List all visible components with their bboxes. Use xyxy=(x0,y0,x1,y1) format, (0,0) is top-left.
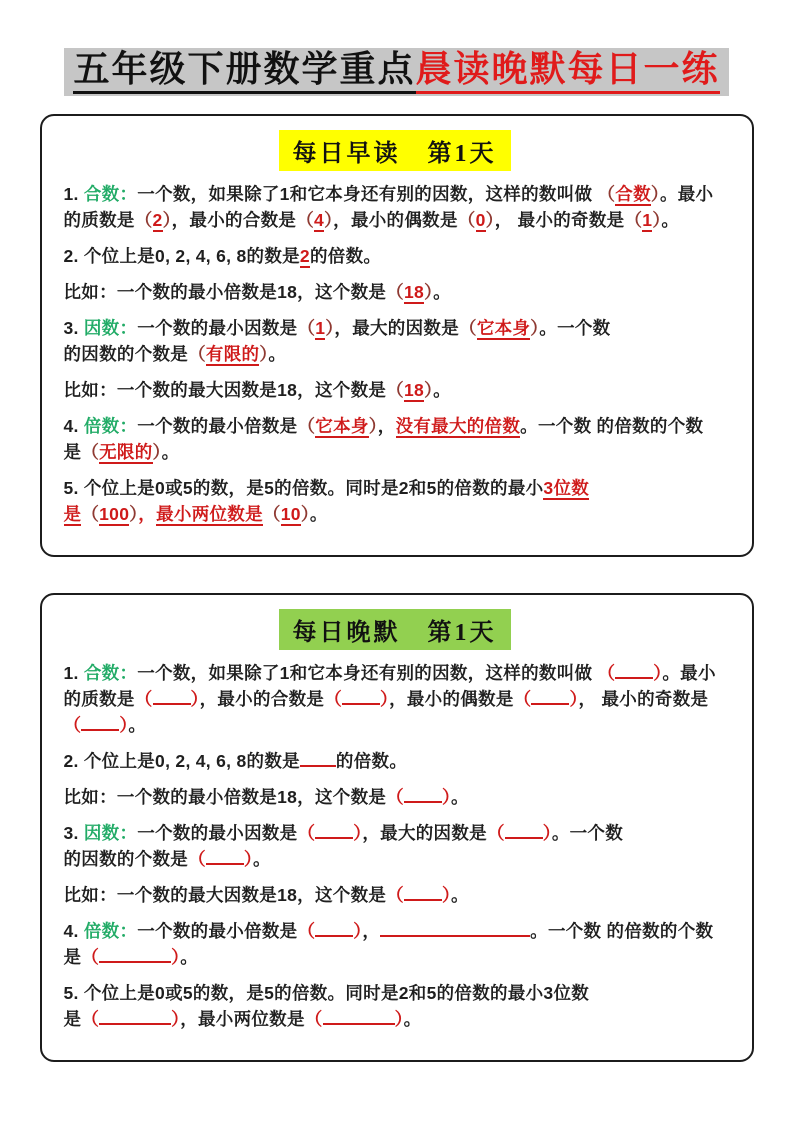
paren: ） xyxy=(441,885,452,905)
body-text: 。 xyxy=(161,442,180,462)
body-text: 。 xyxy=(433,380,451,400)
body-text: ， xyxy=(362,921,381,941)
evening-dictation-card xyxy=(40,593,754,1062)
paren: ） xyxy=(424,380,434,400)
body-text: 是 xyxy=(63,947,82,967)
body-text: 一个数的最小倍数是 xyxy=(137,921,298,941)
paren: ） xyxy=(129,504,139,524)
body-text: ，最大的因数是 xyxy=(334,318,459,338)
body-text: ，最小两位数是 xyxy=(180,1009,305,1029)
paren: （ xyxy=(304,1009,323,1029)
paren: ） xyxy=(353,823,363,843)
paren: ） xyxy=(152,442,162,462)
answer-text: 3位数 xyxy=(543,478,590,498)
blank-line xyxy=(342,688,380,706)
paren: （ xyxy=(81,947,100,967)
paren: ） xyxy=(441,787,452,807)
body-text: 。一个数 的倍数的个数 xyxy=(520,416,704,436)
paren: ） xyxy=(171,1009,181,1029)
paren: （ xyxy=(459,318,477,338)
blank-line xyxy=(315,822,353,840)
paren: ） xyxy=(652,210,662,230)
paren: （ xyxy=(297,318,316,338)
body-text: ，最小的偶数是 xyxy=(389,689,514,709)
body-text: ， xyxy=(377,416,396,436)
paren: （ xyxy=(513,689,532,709)
paren: （ xyxy=(486,823,505,843)
answer-text: 1 xyxy=(315,318,326,338)
paren: ） xyxy=(368,416,378,436)
body-text: 比如：一个数的最小倍数是18，这个数是 xyxy=(63,787,387,807)
body-text: 的因数的个数是 xyxy=(63,344,189,364)
paren: （ xyxy=(81,442,100,462)
body-text: 一个数，如果除了1和它本身还有别的因数，这样的数叫做 xyxy=(137,184,598,204)
body-text: 的倍数。 xyxy=(335,751,408,771)
paren: （ xyxy=(63,715,82,735)
paragraph xyxy=(64,181,726,233)
blank-line xyxy=(81,714,119,732)
body-text: 1. xyxy=(63,663,84,683)
answer-text: 最小两位数是 xyxy=(156,504,263,524)
body-text: 一个数的最小倍数是 xyxy=(137,416,298,436)
body-text: 一个数的最小因数是 xyxy=(137,823,298,843)
answer-text: 10 xyxy=(280,504,301,524)
body-text: 的因数的个数是 xyxy=(63,849,189,869)
paragraph xyxy=(64,882,726,908)
paragraph xyxy=(64,475,726,527)
body-text: 。 xyxy=(403,1009,422,1029)
body-text: 。一个数 xyxy=(551,823,624,843)
body-text: 一个数的最小因数是 xyxy=(137,318,298,338)
paren: ） xyxy=(259,344,269,364)
paren: ） xyxy=(424,282,434,302)
body-text: 比如：一个数的最小倍数是18，这个数是 xyxy=(63,282,387,302)
paren: ） xyxy=(300,504,310,524)
morning-card-heading xyxy=(64,130,726,171)
paragraph xyxy=(64,980,726,1032)
body-text: 4. xyxy=(63,921,84,941)
paragraph xyxy=(64,748,726,774)
body-text: 。 xyxy=(433,282,451,302)
body-text: 4. xyxy=(63,416,84,436)
paragraph xyxy=(64,660,726,738)
blank-line xyxy=(315,920,353,938)
term-label: 因数： xyxy=(83,318,138,338)
body-text: 。一个数 的倍数的个数 xyxy=(530,921,714,941)
paren: （ xyxy=(386,380,404,400)
body-text: 的质数是 xyxy=(63,210,135,230)
term-label: 合数： xyxy=(83,663,138,683)
body-text: 5. 个位上是0或5的数，是5的倍数。同时是2和5的倍数的最小 xyxy=(63,478,544,498)
answer-text: 是 xyxy=(63,504,82,524)
body-text: 2. 个位上是0, 2, 4, 6, 8的数是 xyxy=(63,246,300,266)
page-title xyxy=(64,48,729,96)
morning-heading-label: 每日早读 第1天 xyxy=(279,130,511,171)
body-text: 5. 个位上是0或5的数，是5的倍数。同时是2和5的倍数的最小3位数 xyxy=(63,983,590,1003)
paren: ） xyxy=(353,921,363,941)
paren: （ xyxy=(297,823,316,843)
blank-line xyxy=(404,786,442,804)
blank-line xyxy=(531,688,569,706)
paren: （ xyxy=(386,787,404,807)
paren: （ xyxy=(134,210,153,230)
paren: （ xyxy=(624,210,643,230)
paren: （ xyxy=(297,921,316,941)
paren: （ xyxy=(324,689,342,709)
red-text: ， xyxy=(138,504,157,524)
paren: （ xyxy=(188,344,206,364)
paren: （ xyxy=(297,416,316,436)
body-text: ，最小的偶数是 xyxy=(333,210,458,230)
body-text: 。 xyxy=(180,947,198,967)
answer-text: 18 xyxy=(403,282,425,302)
body-text: 比如：一个数的最大因数是18，这个数是 xyxy=(63,380,387,400)
body-text: 的倍数。 xyxy=(309,246,382,266)
paren: ） xyxy=(162,210,172,230)
evening-card-heading xyxy=(64,609,726,650)
paren: ） xyxy=(325,318,335,338)
body-text: 一个数，如果除了1和它本身还有别的因数，这样的数叫做 xyxy=(137,663,598,683)
answer-text: 18 xyxy=(403,380,425,400)
paren: ） xyxy=(190,689,200,709)
term-label: 倍数： xyxy=(83,416,138,436)
answer-text: 没有最大的倍数 xyxy=(395,416,521,436)
paren: （ xyxy=(262,504,281,524)
paren: ） xyxy=(171,947,181,967)
paren: ） xyxy=(569,689,579,709)
paren: ） xyxy=(653,663,663,683)
body-text: 比如：一个数的最大因数是18，这个数是 xyxy=(63,885,387,905)
evening-heading-label: 每日晚默 第1天 xyxy=(279,609,511,650)
paren: ） xyxy=(324,210,334,230)
body-text: 。 xyxy=(451,787,469,807)
answer-text: 它本身 xyxy=(476,318,531,338)
paragraph xyxy=(64,243,726,269)
body-text: 1. xyxy=(63,184,84,204)
body-text: 的质数是 xyxy=(63,689,135,709)
body-text: 。 xyxy=(268,344,287,364)
morning-reading-card xyxy=(40,114,754,557)
body-text: ，最小的合数是 xyxy=(171,210,297,230)
paren: （ xyxy=(296,210,315,230)
paren: （ xyxy=(188,849,206,869)
body-text: 3. xyxy=(63,823,84,843)
paragraph xyxy=(64,918,726,970)
body-text: 。 xyxy=(309,504,328,524)
blank-line xyxy=(206,848,244,866)
blank-line xyxy=(323,1008,395,1026)
body-text: ，最大的因数是 xyxy=(362,823,487,843)
paragraph xyxy=(64,820,726,872)
answer-text: 0 xyxy=(475,210,486,230)
paren: ） xyxy=(542,823,552,843)
body-text: ，最小的合数是 xyxy=(199,689,325,709)
paragraph xyxy=(64,315,726,367)
answer-text: 1 xyxy=(642,210,653,230)
paragraph xyxy=(64,413,726,465)
body-text: 。最小 xyxy=(659,184,714,204)
body-text: 。 xyxy=(661,210,680,230)
blank-line xyxy=(380,920,530,938)
blank-line xyxy=(505,822,543,840)
paren: ） xyxy=(394,1009,404,1029)
body-text: ， 最小的奇数是 xyxy=(494,210,625,230)
answer-text: 2 xyxy=(152,210,163,230)
blank-line xyxy=(615,662,653,680)
paren: ） xyxy=(530,318,540,338)
body-text: 。 xyxy=(252,849,271,869)
body-text: 是 xyxy=(63,1009,82,1029)
term-label: 合数： xyxy=(83,184,138,204)
paren: （ xyxy=(81,1009,100,1029)
page-title-black-part: 五年级下册数学重点 xyxy=(73,50,415,95)
paragraph xyxy=(64,784,726,810)
body-text: 。 xyxy=(451,885,469,905)
paragraph xyxy=(64,279,726,305)
page-title-red-part: 晨读晚默每日一练 xyxy=(416,50,720,95)
blank-line xyxy=(99,946,171,964)
answer-text: 2 xyxy=(299,246,310,266)
term-label: 因数： xyxy=(83,823,138,843)
paren: ） xyxy=(485,210,495,230)
paren: ） xyxy=(650,184,660,204)
evening-card-body xyxy=(64,660,726,1032)
paren: （ xyxy=(386,885,404,905)
answer-text: 合数 xyxy=(615,184,651,204)
blank-line xyxy=(99,1008,171,1026)
body-text: 3. xyxy=(63,318,84,338)
body-text: 。一个数 xyxy=(539,318,611,338)
answer-text: 有限的 xyxy=(205,344,260,364)
body-text: 。最小 xyxy=(662,663,716,683)
paren: （ xyxy=(597,184,616,204)
paren: （ xyxy=(386,282,404,302)
paren: （ xyxy=(597,663,616,683)
answer-text: 它本身 xyxy=(315,416,369,436)
body-text: 2. 个位上是0, 2, 4, 6, 8的数是 xyxy=(63,751,300,771)
morning-card-body xyxy=(64,181,726,527)
body-text: 是 xyxy=(63,442,82,462)
body-text: ， 最小的奇数是 xyxy=(578,689,709,709)
body-text: 。 xyxy=(128,715,147,735)
answer-text: 4 xyxy=(314,210,325,230)
term-label: 倍数： xyxy=(83,921,138,941)
answer-text: 100 xyxy=(99,504,130,524)
answer-text: 无限的 xyxy=(99,442,153,462)
paragraph xyxy=(64,377,726,403)
blank-line xyxy=(300,750,336,768)
paren: ） xyxy=(243,849,253,869)
paren: ） xyxy=(119,715,129,735)
blank-line xyxy=(153,688,191,706)
paren: （ xyxy=(457,210,476,230)
paren: （ xyxy=(81,504,100,524)
paren: ） xyxy=(380,689,390,709)
blank-line xyxy=(404,884,442,902)
paren: （ xyxy=(134,689,153,709)
